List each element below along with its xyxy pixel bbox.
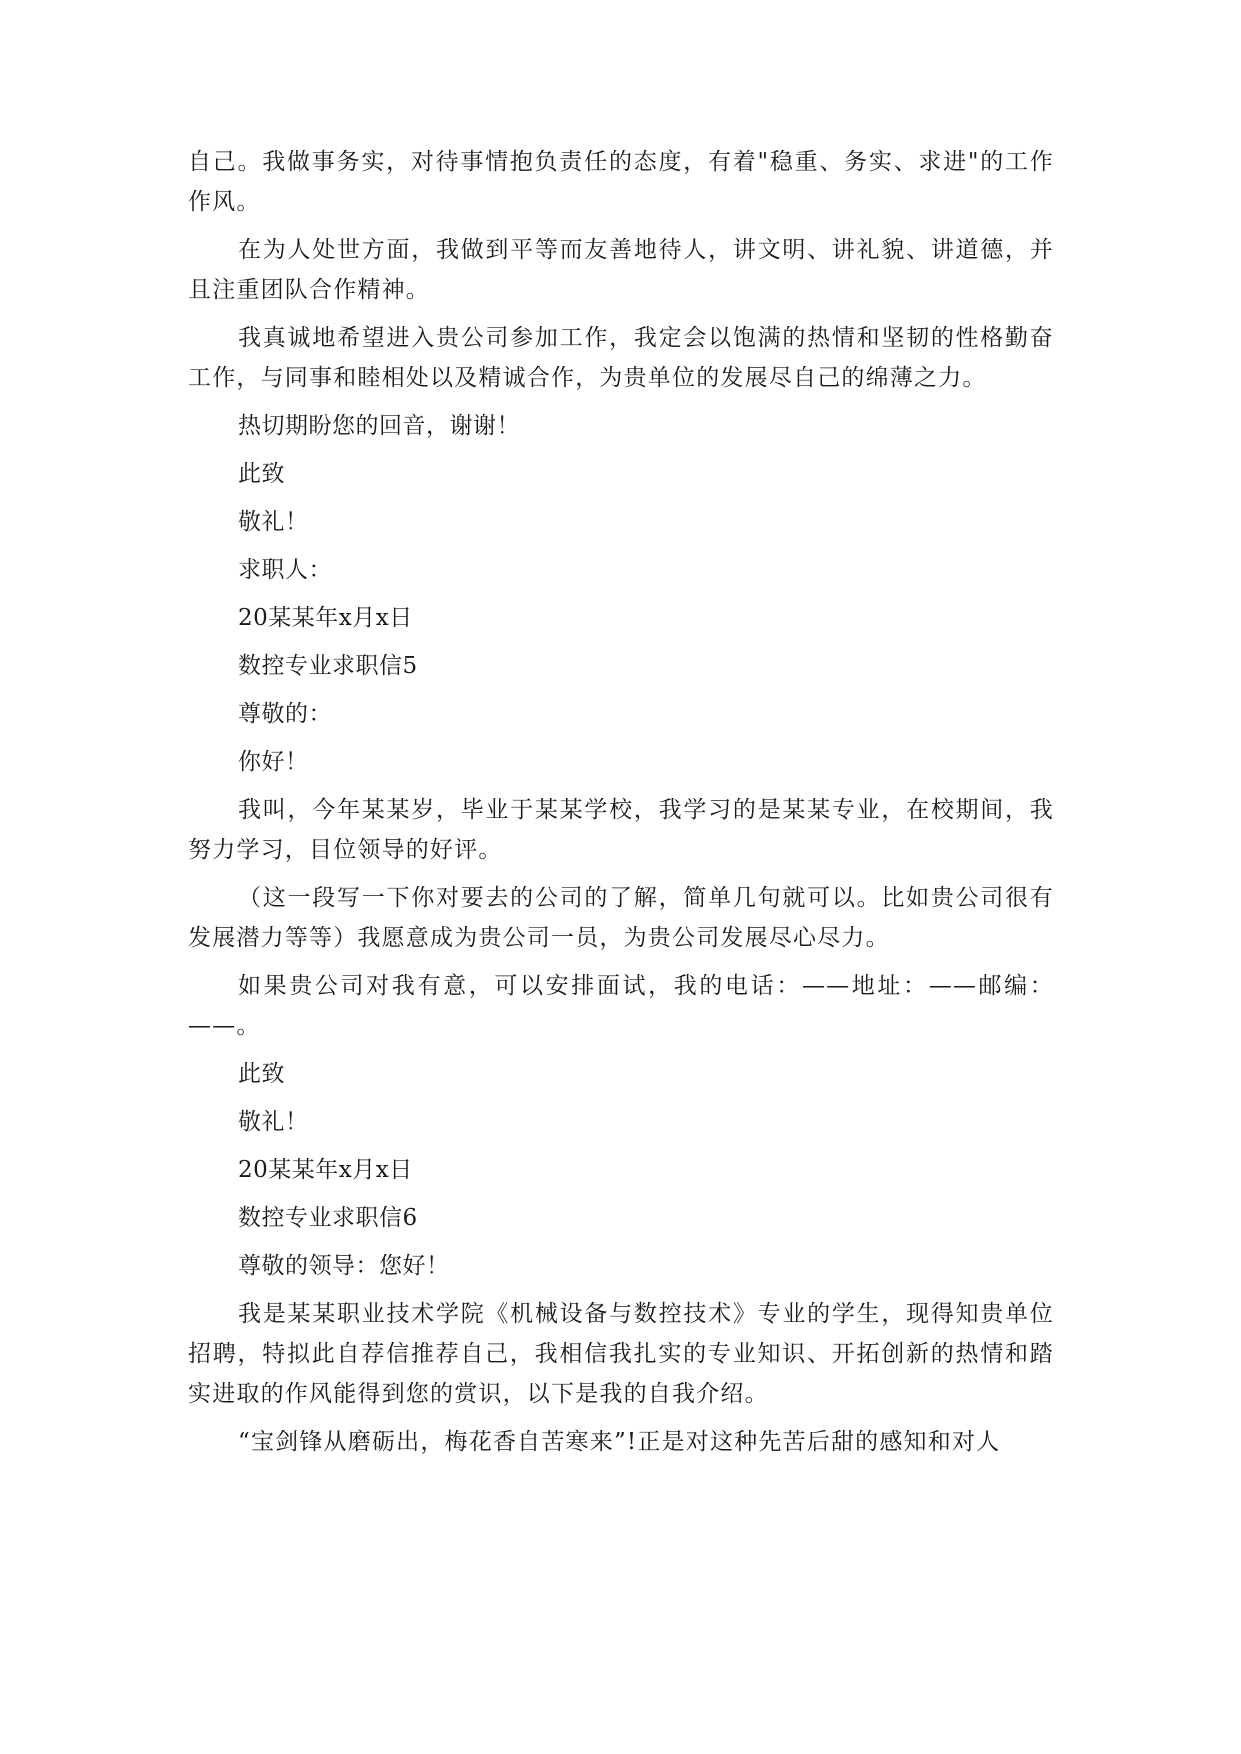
date-line: 20某某年x月x日 — [238, 1157, 413, 1183]
greeting-line: 你好！ — [238, 749, 309, 775]
paragraph: 我是某某职业技术学院《机械设备与数控技术》专业的学生，现得知贵单位招聘，特拟此自荐信推荐自己，我相信我扎实的专业知识、开拓创新的热情和踏实进取的作风能得到您的赏识，以下是我的自我介绍。 — [188, 1301, 1054, 1407]
section-heading: 数控专业求职信5 — [238, 653, 418, 679]
salutation-line: 敬礼！ — [238, 1109, 309, 1135]
paragraph: 在为人处世方面，我做到平等而友善地待人，讲文明、讲礼貌、讲道德，并且注重团队合作精神。 — [188, 237, 1054, 303]
paragraph: 自己。我做事务实，对待事情抱负责任的态度，有着"稳重、务实、求进"的工作作风。 — [188, 149, 1054, 215]
paragraph: 如果贵公司对我有意，可以安排面试，我的电话：——地址：——邮编：——。 — [188, 973, 1054, 1039]
signature-line: 求职人： — [238, 557, 332, 583]
section-heading: 数控专业求职信6 — [238, 1205, 418, 1231]
paragraph: （这一段写一下你对要去的公司的了解，简单几句就可以。比如贵公司很有发展潜力等等）我愿意成为贵公司一员，为贵公司发展尽心尽力。 — [188, 885, 1054, 951]
greeting-line: 尊敬的领导：您好！ — [238, 1253, 450, 1279]
document-body — [188, 142, 1054, 1470]
salutation-line: 敬礼！ — [238, 509, 309, 535]
greeting-line: 尊敬的： — [238, 701, 332, 727]
salutation-line: 此致 — [238, 1061, 285, 1087]
closing-line: 热切期盼您的回音，谢谢！ — [238, 413, 520, 439]
date-line: 20某某年x月x日 — [238, 605, 413, 631]
paragraph: “宝剑锋从磨砺出，梅花香自苦寒来”!正是对这种先苦后甜的感知和对人 — [238, 1429, 1001, 1455]
salutation-line: 此致 — [238, 461, 285, 487]
paragraph: 我叫，今年某某岁，毕业于某某学校，我学习的是某某专业，在校期间，我努力学习，目位领导的好评。 — [188, 797, 1054, 863]
paragraph: 我真诚地希望进入贵公司参加工作，我定会以饱满的热情和坚韧的性格勤奋工作，与同事和睦相处以及精诚合作，为贵单位的发展尽自己的绵薄之力。 — [188, 325, 1054, 391]
